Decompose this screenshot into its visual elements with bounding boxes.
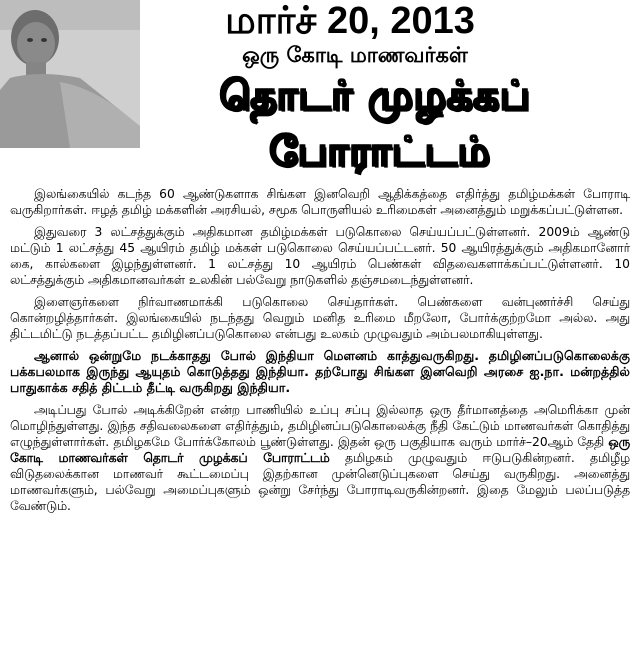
- paragraph-5-part-1: அடிப்பது போல் அடிக்கிறேன் என்ற பாணியில் உப்பு சப்பு இல்லாத ஒரு தீர்மானத்தை அமெரிக்கா முன் மொழிந்துள்ளது. இந்த சதிவலைகளை எதிர்த்தும், தமிழினப்படுகொலைக்கு நீதி கேட்டும் மாணவர்கள் கொதித்து எழுந்துள்ளார்கள். தமிழகமே போர்க்கோலம் பூண்டுள்ளது. இதன் ஒரு பகுதியாக வரும் மார்ச்–20ஆம் தேதி: [10, 403, 630, 449]
- paragraph-5: [10, 402, 630, 514]
- subtitle: ஒரு கோடி மாணவர்கள்: [242, 43, 468, 67]
- headline-line-2: போராட்டம்: [269, 129, 491, 175]
- paragraph-1: இலங்கையில் கடந்த 60 ஆண்டுகளாக சிங்கள இனவெறி ஆதிக்கத்தை எதிர்த்து தமிழ்மக்கள் போராடி வருகிறார்கள். ஈழத் தமிழ் மக்களின் அரசியல், சமூக பொருளியல் உரிமைகள் அனைத்தும் மறுக்கப்பட்டுள்ளன.: [10, 187, 630, 217]
- headline-line-1: தொடர் முழக்கப்: [219, 73, 531, 119]
- paragraph-5-bold: ஒரு கோடி மாணவர்கள் தொடர் முழக்கப் போராட்டம்: [10, 435, 630, 465]
- event-date: மார்ச் 20, 2013: [225, 0, 475, 42]
- paragraph-2: இதுவரை 3 லட்சத்துக்கும் அதிகமான தமிழ்மக்கள் படுகொலை செய்யப்பட்டுள்ளனர். 2009ம் ஆண்டு மட்டும் 1 லட்சத்து 45 ஆயிரம் தமிழ் மக்கள் படுகொலை செய்யப்பட்டனர். 50 ஆயிரத்துக்கும் அதிகமானோர் கை, கால்களை இழந்துள்ளனர். 1 லட்சத்து 10 ஆயிரம் பெண்கள் விதவைகளாக்கப்பட்டுள்ளனர். 10 லட்சத்துக்கும் அதிகமானவர்கள் உலகின் பல்வேறு நாடுகளில் தஞ்சமடைந்துள்ளனர்.: [10, 225, 630, 287]
- article-body: [10, 186, 630, 520]
- paragraph-5-part-2: தமிழகம் முழுவதும் ஈடுபடுகின்றனர். தமிழீழ விடுதலைக்கான மாணவர் கூட்டமைப்பு இதற்கான முன்னெடுப்புகளை செய்து வருகிறது. அனைத்து மாணவர்களும், பல்வேறு அமைப்புகளும் ஒன்று சேர்ந்து போராடிவருகின்றனர். இதை மேலும் பலப்படுத்த வேண்டும்.: [10, 451, 630, 513]
- paragraph-4-bold: ஆனால் ஒன்றுமே நடக்காதது போல் இந்தியா மௌனம் காத்துவருகிறது. தமிழினப்படுகொலைக்கு பக்கபலமாக இருந்து ஆயுதம் கொடுத்தது இந்தியா. தற்போது சிங்கள இனவெறி அரசை ஐ.நா. மன்றத்தில் பாதுகாக்க சதித் திட்டம் தீட்டி வருகிறது இந்தியா.: [10, 348, 630, 395]
- paragraph-3: இளைஞர்களை நிர்வாணமாக்கி படுகொலை செய்தார்கள். பெண்களை வன்புணர்ச்சி செய்து கொன்றழித்தார்கள். இலங்கையில் நடந்தது வெறும் மனித உரிமை மீறலோ, போர்க்குற்றமோ அல்ல. அது திட்டமிட்டு நடத்தப்பட்ட தமிழினப்படுகொலை என்பது உலகம் முழுவதும் அம்பலமாகியுள்ளது.: [10, 295, 630, 341]
